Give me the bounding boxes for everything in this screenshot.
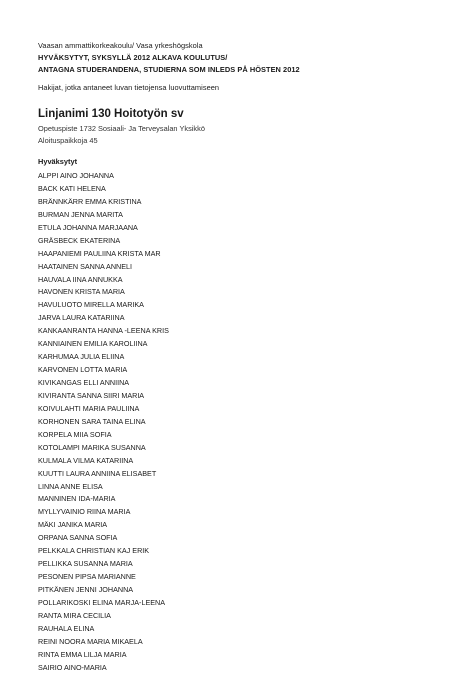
list-item: PESONEN PIPSA MARIANNE [38,572,136,582]
list-item: KOIVULAHTI MARIA PAULIINA [38,403,140,413]
list-item: KUUTTI LAURA ANNIINA ELISABET [38,468,157,478]
list-item: BACK KATI HELENA [38,183,106,193]
accepted-names-list [38,171,169,676]
list-item: HAUVALA IINA ANNUKKA [38,274,123,284]
list-item: HAATAINEN SANNA ANNELI [38,261,132,271]
list-item: PELLIKKA SUSANNA MARIA [38,559,133,569]
title-finnish: HYVÄKSYTYT, SYKSYLLÄ 2012 ALKAVA KOULUTUS/ [38,53,228,62]
list-item: HAVONEN KRISTA MARIA [38,287,125,297]
consent-note: Hakijat, jotka antaneet luvan tietojensa luovuttamiseen [38,83,220,92]
list-item: KIVIKANGAS ELLI ANNIINA [38,378,130,387]
starting-places: Aloituspaikkoja 45 [38,136,98,145]
list-item: KANKAANRANTA HANNA -LEENA KRIS [38,326,169,336]
list-item: RAUHALA ELINA [38,623,95,633]
list-item: MYLLYVAINIO RIINA MARIA [38,507,131,517]
list-item: KARVONEN LOTTA MARIA [38,365,128,375]
list-item: KIVIRANTA SANNA SIIRI MARIA [38,390,145,400]
list-item: JARVA LAURA KATARIINA [38,313,125,323]
program-heading: Linjanimi 130 Hoitotyön sv [38,108,184,120]
list-item: ORPANA SANNA SOFIA [38,533,118,543]
list-item: RINTA EMMA LILJA MARIA [38,649,127,659]
list-item: BURMAN JENNA MARITA [38,209,123,219]
list-item: HAVULUOTO MIRELLA MARIKA [38,300,144,310]
list-item: KORPELA MIIA SOFIA [38,429,112,439]
list-item: KULMALA VILMA KATARIINA [38,455,134,465]
list-item: REINI NOORA MARIA MIKAELA [38,636,143,646]
list-item: ALPPI AINO JOHANNA [38,171,114,180]
list-item: PITKÄNEN JENNI JOHANNA [38,585,134,594]
list-item: KORHONEN SARA TAINA ELINA [38,416,146,426]
accepted-label: Hyväksytyt [38,157,78,166]
list-item: KANNIAINEN EMILIA KAROLIINA [38,339,148,349]
institution-line: Vaasan ammattikorkeakoulu/ Vasa yrkeshögskola [38,41,203,50]
list-item: PELKKALA CHRISTIAN KAJ ERIK [38,546,150,556]
list-item: GRÄSBECK EKATERINA [38,235,121,245]
list-item: SAIRIO AINO-MARIA [38,662,107,672]
list-item: BRÄNNKÄRR EMMA KRISTINA [38,196,142,206]
study-line: Opetuspiste 1732 Sosiaali- Ja Terveysalan Yksikkö [38,124,205,133]
list-item: HAAPANIEMI PAULIINA KRISTA MAR [38,248,161,258]
title-swedish: ANTAGNA STUDERANDENA, STUDIERNA SOM INLEDS PÅ HÖSTEN 2012 [38,65,300,74]
list-item: LINNA ANNE ELISA [38,481,103,491]
list-item: KARHUMAA JULIA ELIINA [38,352,125,362]
list-item: MÄKI JANIKA MARIA [38,520,108,530]
list-item: KOTOLAMPI MARIKA SUSANNA [38,442,146,452]
list-item: POLLARIKOSKI ELINA MARJA-LEENA [38,597,166,607]
list-item: MANNINEN IDA-MARIA [38,494,116,504]
list-item: RANTA MIRA CECILIA [38,610,111,620]
list-item: ETULA JOHANNA MARJAANA [38,222,138,232]
